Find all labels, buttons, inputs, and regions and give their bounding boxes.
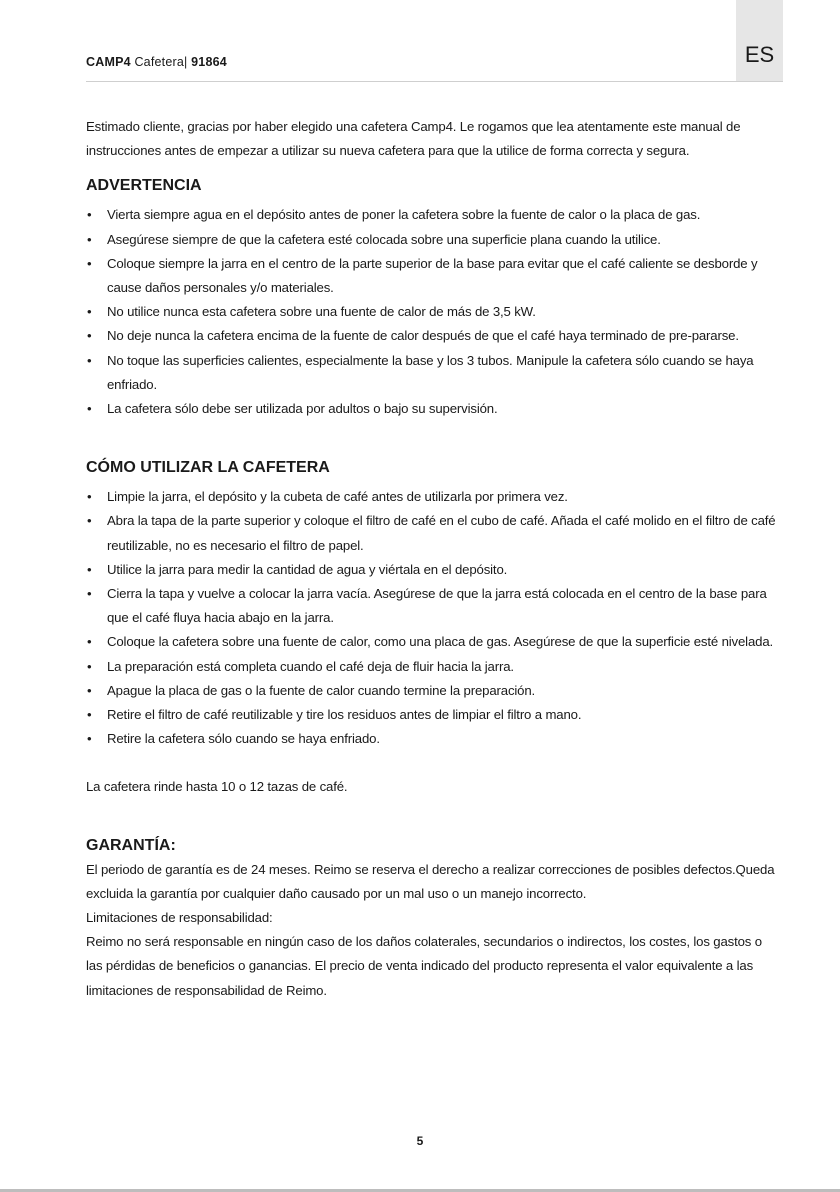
usage-item: • Retire la cafetera sólo cuando se haya enfriado.: [86, 727, 776, 751]
warning-item: • Coloque siempre la jarra en el centro de la parte superior de la base para evitar que el café caliente se desborde y cause daños personales y/o materiales.: [86, 252, 776, 300]
header-separator: |: [184, 55, 188, 69]
warning-heading: ADVERTENCIA: [86, 177, 202, 195]
product-name: Cafetera: [134, 55, 184, 69]
usage-item: • Coloque la cafetera sobre una fuente de calor, como una placa de gas. Asegúrese de que la superficie esté nivelada.: [86, 630, 776, 654]
warning-item: • Asegúrese siempre de que la cafetera esté colocada sobre una superficie plana cuando la utilice.: [86, 228, 776, 252]
warranty-heading: GARANTÍA:: [86, 836, 176, 854]
brand-name: CAMP4: [86, 55, 131, 69]
usage-item: • Utilice la jarra para medir la cantidad de agua y viértala en el depósito.: [86, 558, 776, 582]
usage-item: • Cierra la tapa y vuelve a colocar la jarra vacía. Asegúrese de que la jarra está colocada en el centro de la base para que el café fluya hacia abajo en la jarra.: [86, 582, 776, 630]
warning-item: • No deje nunca la cafetera encima de la fuente de calor después de que el café haya terminado de pre-pararse.: [86, 324, 776, 348]
warning-item: • Vierta siempre agua en el depósito antes de poner la cafetera sobre la fuente de calor o la placa de gas.: [86, 203, 776, 227]
yield-note: La cafetera rinde hasta 10 o 12 tazas de café.: [86, 779, 348, 795]
page-number: 5: [416, 1134, 424, 1148]
usage-item: • Retire el filtro de café reutilizable y tire los residuos antes de limpiar el filtro a mano.: [86, 703, 776, 727]
usage-item: • Abra la tapa de la parte superior y coloque el filtro de café en el cubo de café. Añada el café molido en el filtro de café reutilizable, no es necesario el filtro de papel.: [86, 509, 776, 557]
usage-heading: CÓMO UTILIZAR LA CAFETERA: [86, 459, 330, 477]
header-divider: [86, 81, 783, 82]
usage-item: • La preparación está completa cuando el café deja de fluir hacia la jarra.: [86, 655, 776, 679]
page-header: [86, 55, 227, 69]
product-code: 91864: [191, 55, 227, 69]
warranty-paragraph: El periodo de garantía es de 24 meses. Reimo se reserva el derecho a realizar correcciones de posibles defectos.Queda excluida la garantía por cualquier daño causado por un mal uso o un manejo incorrecto.: [86, 861, 775, 901]
liability-paragraph: Reimo no será responsable en ningún caso de los daños colaterales, secundarios o indirectos, los costes, los gastos o las pérdidas de beneficios o ganancias. El precio de venta indicado del producto representa el valor equivalente a las limitaciones de responsabilidad de Reimo.: [86, 934, 762, 998]
liability-heading: Limitaciones de responsabilidad:: [86, 910, 273, 926]
language-tab: [736, 0, 783, 82]
warning-item: • No utilice nunca esta cafetera sobre una fuente de calor de más de 3,5 kW.: [86, 300, 776, 324]
warning-item: • La cafetera sólo debe ser utilizada por adultos o bajo su supervisión.: [86, 397, 776, 421]
usage-item: • Limpie la jarra, el depósito y la cubeta de café antes de utilizarla por primera vez.: [86, 485, 776, 509]
manual-content: [86, 115, 776, 1003]
usage-item: • Apague la placa de gas o la fuente de calor cuando termine la preparación.: [86, 679, 776, 703]
language-code: ES: [744, 42, 775, 67]
intro-paragraph: Estimado cliente, gracias por haber elegido una cafetera Camp4. Le rogamos que lea atentamente este manual de instrucciones antes de empezar a utilizar su nueva cafetera para que la utilice de forma correcta y segura.: [86, 119, 741, 159]
warning-item: • No toque las superficies calientes, especialmente la base y los 3 tubos. Manipule la cafetera sólo cuando se haya enfriado.: [86, 349, 776, 397]
usage-list: [86, 485, 776, 751]
warning-list: [86, 203, 776, 421]
